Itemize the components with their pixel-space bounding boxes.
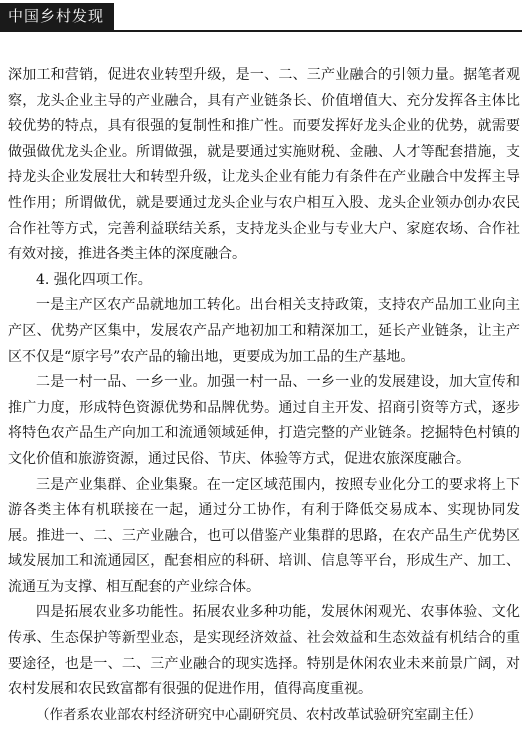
paragraph-5: 四是拓展农业多功能性。拓展农业多种功能，发展休闲观光、农事体验、文化传承、生态保护等新型业态，是实现经济效益、社会效益和生态效益有机结合的重要途径，也是一、二、三产业融合的现实选择。特别是休闲农业未来前景广阔，对农村发展和农民致富都有很强的促进作用，值得高度重视。 (8, 604, 520, 698)
author-byline: （作者系农业部农村经济研究中心副研究员、农村改革试验研究室副主任） (36, 706, 482, 723)
paragraph-4: 三是产业集群、企业集聚。在一定区域范围内，按照专业化分工的要求将上下游各类主体有机联接在一起，通过分工协作，有利于降低交易成本、实现协同发展。推进一、二、三产业融合，也可以借鉴产业集群的思路，在农产品生产优势区域发展加工和流通园区，配套相应的科研、培训、信息等平台，形成生产、加工、流通互为支撑、相互配套的产业综合体。 (8, 476, 520, 595)
header-rule (0, 30, 522, 32)
header-title: 中国乡村发现 (0, 3, 114, 30)
paragraph-1: 深加工和营销，促进农业转型升级，是一、二、三产业融合的引领力量。据笔者观察，龙头企业主导的产业融合，具有产业链条长、价值增值大、充分发挥各主体比较优势的特点，具有很强的复制性和推广性。而要发挥好龙头企业的优势，就需要做强做优龙头企业。所谓做强，就是要通过实施财税、金融、人才等配套措施，支持龙头企业发展壮大和转型升级，让龙头企业有能力有条件在产业融合中发挥主导性作用；所谓做优，就是要通过龙头企业与农户相互入股、龙头企业领办创办农民合作社等方式，完善利益联结关系，支持龙头企业与专业大户、家庭农场、合作社有效对接，推进各类主体的深度融合。 (8, 67, 520, 263)
article-body (8, 63, 520, 728)
paragraph-2: 一是主产区农产品就地加工转化。出台相关支持政策，支持农产品加工业向主产区、优势产区集中，发展农产品产地初加工和精深加工，延长产业链条，让主产区不仅是“原字号”农产品的输出地，更要成为加工品的生产基地。 (8, 297, 520, 365)
section-heading-4: 4. 强化四项工作。 (36, 271, 152, 288)
paragraph-3: 二是一村一品、一乡一业。加强一村一品、一乡一业的发展建设，加大宣传和推广力度，形成特色资源优势和品牌优势。通过自主开发、招商引资等方式，逐步将特色农产品生产向加工和流通领域延伸，打造完整的产业链条。挖掘特色村镇的文化价值和旅游资源，通过民俗、节庆、体验等方式，促进农旅深度融合。 (8, 374, 520, 467)
